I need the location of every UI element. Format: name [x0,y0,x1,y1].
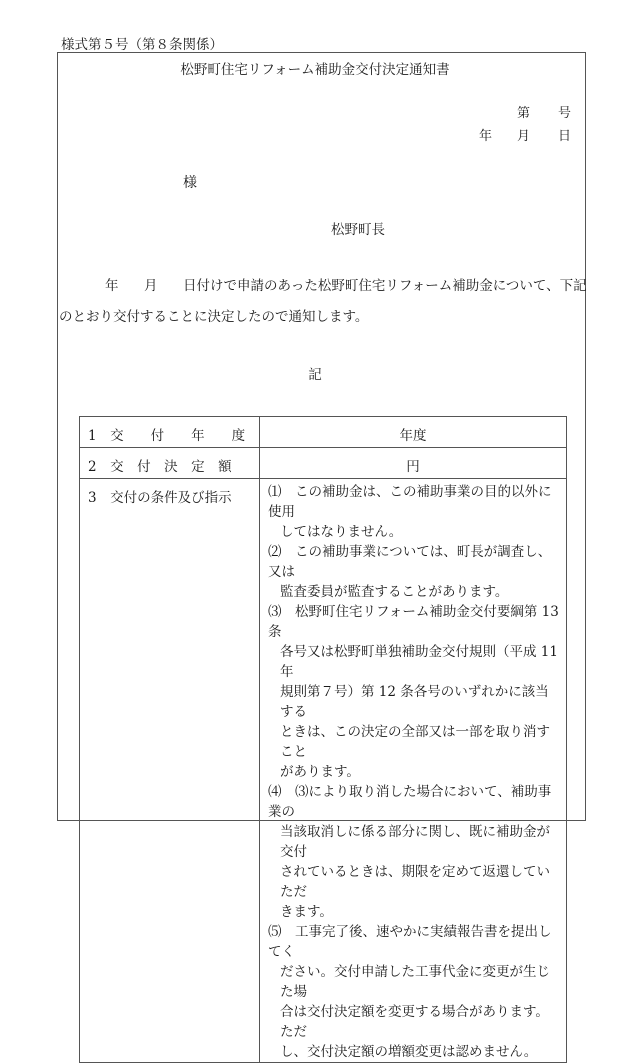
condition-line: してはなりません。 [280,524,403,540]
condition-line: ⑶ 松野町住宅リフォーム補助金交付要綱第 13 条 [268,604,559,640]
doc-number-dai: 第 [517,106,531,121]
row-value-amount: 円 [260,448,567,479]
table-row [80,417,567,448]
condition-line: があります。 [280,764,360,780]
row-value-conditions [260,479,567,1063]
condition-line: きます。 [280,904,333,920]
body-line-2: のとおり交付することに決定したので通知します。 [59,309,369,325]
table-row [80,448,567,479]
body-month: 月 [144,278,158,294]
condition-line: 監査委員が監査することがあります。 [280,584,509,600]
body-year: 年 [105,278,119,294]
condition-line: ときは、この決定の全部又は一部を取り消すこと [280,724,550,760]
condition-line: 各号又は松野町単独補助金交付規則（平成 11 年 [280,644,558,680]
condition-item [268,542,562,602]
document-title: 松野町住宅リフォーム補助金交付決定通知書 [180,62,450,78]
date-month: 月 [517,129,531,144]
condition-line: ⑴ この補助金は、この補助事業の目的以外に使用 [268,484,552,520]
condition-line: ⑸ 工事完了後、速やかに実績報告書を提出してく [268,924,552,960]
date-year: 年 [479,129,493,144]
condition-line: ⑷ ⑶により取り消した場合において、補助事業の [268,784,552,820]
ki-heading: 記 [308,367,322,383]
row-value-fiscal-year: 年度 [260,417,567,448]
condition-item [268,782,562,922]
condition-line: ⑵ この補助事業については、町長が調査し、又は [268,544,552,580]
condition-item [268,602,562,782]
condition-line: 合は交付決定額を変更する場合があります。ただ [280,1004,549,1040]
condition-line: されているときは、期限を定めて返還していただ [280,864,550,900]
row-label-fiscal-year: 1 交 付 年 度 [80,417,260,448]
row-label-conditions: 3 交付の条件及び指示 [80,479,260,1063]
form-number-label: 様式第５号（第８条関係） [61,37,223,53]
recipient-honorific: 様 [183,175,197,191]
doc-number-go: 号 [558,106,572,121]
row-label-amount: 2 交 付 決 定 額 [80,448,260,479]
items-table [79,416,567,1063]
condition-item [268,922,562,1062]
condition-line: ださい。交付申請した工事代金に変更が生じた場 [280,964,550,1000]
table-row [80,479,567,1063]
condition-item [268,482,562,542]
conditions-list [260,479,566,1062]
condition-line: し、交付決定額の増額変更は認めません。 [280,1044,538,1060]
date-day: 日 [558,129,572,144]
condition-line: 規則第７号）第 12 条各号のいずれかに該当する [280,684,549,720]
condition-line: 当該取消しに係る部分に関し、既に補助金が交付 [280,824,550,860]
body-line-1: 日付けで申請のあった松野町住宅リフォーム補助金について、下記 [183,278,587,294]
issuer-name: 松野町長 [331,222,385,238]
